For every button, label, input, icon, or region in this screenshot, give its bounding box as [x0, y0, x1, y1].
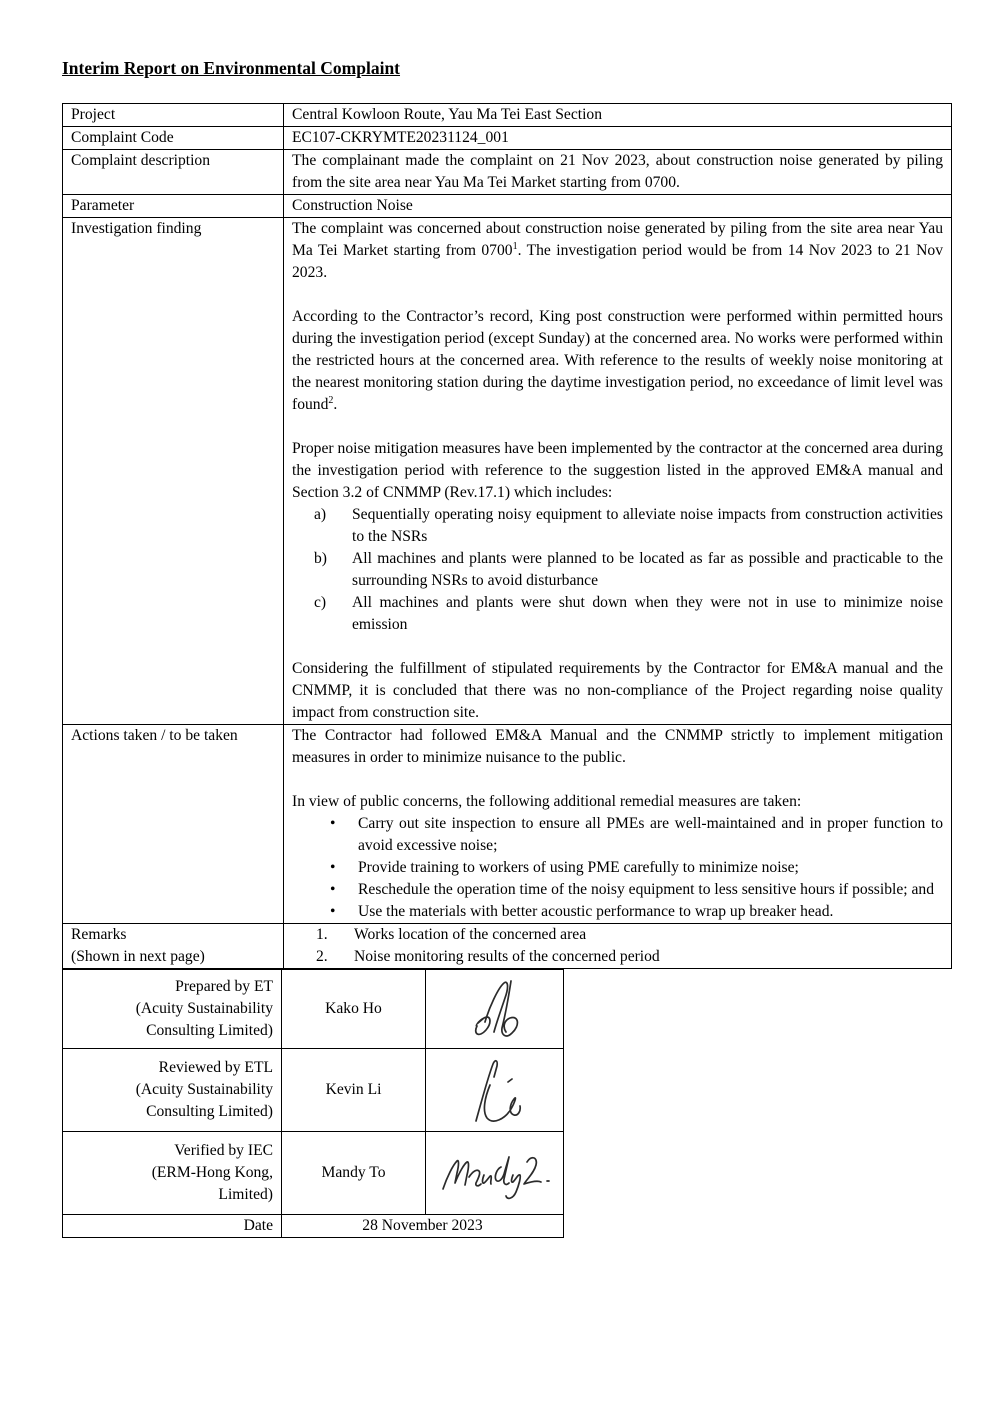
row-actions-taken	[63, 725, 952, 924]
row-remarks	[63, 924, 952, 969]
remark-item	[292, 946, 943, 968]
blank-line	[292, 636, 943, 658]
bullet-item	[292, 901, 943, 923]
list-item-b	[292, 548, 943, 592]
bullet-marker: •	[330, 881, 336, 898]
role-line: (ERM-Hong Kong,	[151, 1164, 273, 1181]
investigation-finding-label: Investigation finding	[63, 218, 284, 725]
list-item-a	[292, 504, 943, 548]
row-complaint-code	[63, 127, 952, 150]
bullet-text: Carry out site inspection to ensure all PMEs are well-maintained and in proper function to avoid excessive noise;	[358, 815, 943, 854]
reviewed-by-name: Kevin Li	[282, 1049, 426, 1132]
bullet-text: Reschedule the operation time of the noisy equipment to less sensitive hours if possible; and	[358, 881, 934, 898]
footnote-ref-1: 1	[512, 240, 518, 252]
complaint-code-label: Complaint Code	[63, 127, 284, 150]
role-line: (Acuity Sustainability	[135, 1081, 273, 1098]
investigation-finding-value	[284, 218, 952, 725]
role-line: Limited)	[218, 1186, 273, 1203]
row-verified-by	[63, 1132, 564, 1215]
reviewed-by-signature	[426, 1049, 564, 1132]
actions-paragraph-2: In view of public concerns, the following additional remedial measures are taken:	[292, 793, 802, 810]
investigation-p2-text: According to the Contractor’s record, King post construction were performed within permitted hours during the investigation period (except Sunday) at the concerned area. No works were performed within the restricted hours at the concerned area. With reference to the results of weekly noise monitoring at the nearest monitoring station during the daytime investigation period, no exceedance of limit level was found	[292, 308, 943, 413]
list-marker: a)	[314, 506, 327, 523]
investigation-p1-text: The complaint was concerned about construction noise generated by piling from the site area near Yau Ma Tei Market starting from 0700	[292, 220, 943, 259]
bullet-marker: •	[330, 815, 336, 832]
investigation-paragraph-3: Proper noise mitigation measures have been implemented by the contractor at the concerned area during the investigation period with reference to the suggestion listed in the approved EM&A manual and Section 3.2 of CNMMP (Rev.17.1) which includes:	[292, 440, 943, 501]
parameter-label: Parameter	[63, 195, 284, 218]
list-marker: b)	[314, 550, 327, 567]
remark-number: 2.	[316, 948, 328, 965]
complaint-code-value: EC107-CKRYMTE20231124_001	[284, 127, 952, 150]
remarks-label	[63, 924, 284, 969]
role-line: Consulting Limited)	[146, 1103, 273, 1120]
investigation-p2-tail: .	[333, 396, 338, 413]
prepared-by-name: Kako Ho	[282, 970, 426, 1049]
parameter-value: Construction Noise	[284, 195, 952, 218]
prepared-by-signature	[426, 970, 564, 1049]
remark-item	[292, 924, 943, 946]
project-label: Project	[63, 104, 284, 127]
row-prepared-by	[63, 970, 564, 1049]
bullet-marker: •	[330, 903, 336, 920]
investigation-paragraph-2	[292, 306, 943, 416]
prepared-by-role	[63, 970, 282, 1049]
remarks-label-line1: Remarks	[71, 926, 127, 943]
document-page	[62, 58, 952, 1238]
row-parameter	[63, 195, 952, 218]
bullet-item	[292, 813, 943, 857]
bullet-item	[292, 879, 943, 901]
actions-taken-value	[284, 725, 952, 924]
actions-paragraph-1: The Contractor had followed EM&A Manual and the CNMMP strictly to implement mitigation measures in order to minimize nuisance to the public.	[292, 727, 943, 766]
list-item-c	[292, 592, 943, 636]
row-complaint-description	[63, 150, 952, 195]
list-item-text: Sequentially operating noisy equipment to alleviate noise impacts from construction activities to the NSRs	[352, 506, 943, 545]
complaint-report-table	[62, 103, 952, 969]
verified-by-name: Mandy To	[282, 1132, 426, 1215]
list-item-text: All machines and plants were planned to be located as far as possible and practicable to the surrounding NSRs to avoid disturbance	[352, 550, 943, 589]
role-line: Consulting Limited)	[146, 1022, 273, 1039]
footnote-ref-2: 2	[328, 394, 334, 406]
blank-line	[292, 416, 943, 438]
actions-taken-label: Actions taken / to be taken	[63, 725, 284, 924]
blank-line	[292, 284, 943, 306]
list-marker: c)	[314, 594, 327, 611]
page-title: Interim Report on Environmental Complaint	[62, 58, 401, 78]
row-reviewed-by	[63, 1049, 564, 1132]
row-investigation-finding	[63, 218, 952, 725]
kako-ho-signature-image	[461, 976, 529, 1042]
date-value: 28 November 2023	[282, 1215, 564, 1238]
role-line: (Acuity Sustainability	[135, 1000, 273, 1017]
signoff-table	[62, 969, 564, 1238]
remark-number: 1.	[316, 926, 328, 943]
blank-line	[292, 769, 943, 791]
date-label: Date	[63, 1215, 282, 1238]
role-line: Prepared by ET	[175, 978, 273, 995]
investigation-p1-tail: . The investigation period would be from 14 Nov 2023 to 21 Nov 2023.	[292, 242, 943, 281]
remarks-label-line2: (Shown in next page)	[71, 948, 205, 965]
verified-by-role	[63, 1132, 282, 1215]
row-date	[63, 1215, 564, 1238]
reviewed-by-role	[63, 1049, 282, 1132]
investigation-paragraph-1	[292, 218, 943, 284]
row-project	[63, 104, 952, 127]
bullet-item	[292, 857, 943, 879]
role-line: Reviewed by ETL	[158, 1059, 273, 1076]
verified-by-signature	[426, 1132, 564, 1215]
remark-text: Noise monitoring results of the concerned period	[354, 948, 660, 965]
complaint-description-label: Complaint description	[63, 150, 284, 195]
kevin-li-signature-image	[456, 1055, 534, 1125]
remark-text: Works location of the concerned area	[354, 926, 587, 943]
list-item-text: All machines and plants were shut down when they were not in use to minimize noise emission	[352, 594, 943, 633]
remarks-value	[284, 924, 952, 969]
complaint-description-text: The complainant made the complaint on 21 Nov 2023, about construction noise generated by piling from the site area near Yau Ma Tei Market starting from 0700.	[292, 152, 943, 191]
complaint-description-value	[284, 150, 952, 195]
project-value: Central Kowloon Route, Yau Ma Tei East Section	[284, 104, 952, 127]
bullet-text: Use the materials with better acoustic performance to wrap up breaker head.	[358, 903, 834, 920]
investigation-paragraph-4: Considering the fulfillment of stipulated requirements by the Contractor for EM&A manual and the CNMMP, it is concluded that there was no non-compliance of the Project regarding noise quality impact from construction site.	[292, 660, 943, 721]
bullet-marker: •	[330, 859, 336, 876]
role-line: Verified by IEC	[174, 1142, 273, 1159]
bullet-text: Provide training to workers of using PME carefully to minimize noise;	[358, 859, 799, 876]
mandy-to-signature-image	[437, 1145, 553, 1201]
